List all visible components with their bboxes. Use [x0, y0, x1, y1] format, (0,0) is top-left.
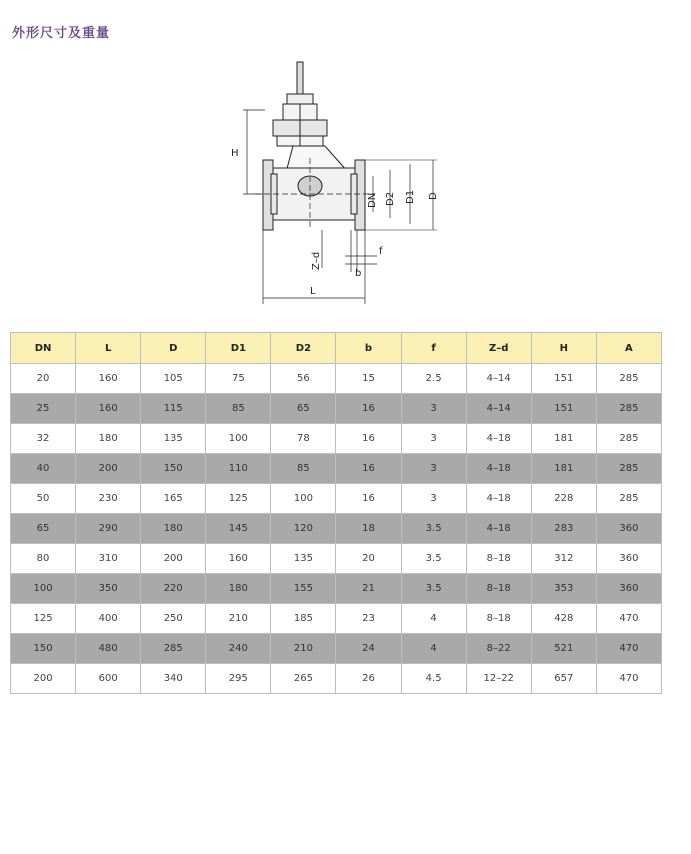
table-cell: 3 — [401, 424, 466, 454]
table-cell: 135 — [141, 424, 206, 454]
table-cell: 4–18 — [466, 484, 531, 514]
table-cell: 3 — [401, 454, 466, 484]
table-cell: 185 — [271, 604, 336, 634]
label-f: f — [379, 246, 383, 257]
table-cell: 150 — [11, 634, 76, 664]
table-cell: 18 — [336, 514, 401, 544]
table-row — [11, 574, 662, 604]
table-cell: 600 — [76, 664, 141, 694]
table-cell: 80 — [11, 544, 76, 574]
table-cell: 285 — [141, 634, 206, 664]
table-cell: 220 — [141, 574, 206, 604]
table-row — [11, 424, 662, 454]
table-cell: 181 — [531, 424, 596, 454]
table-cell: 16 — [336, 424, 401, 454]
table-cell: 4–18 — [466, 454, 531, 484]
table-cell: 340 — [141, 664, 206, 694]
table-cell: 3.5 — [401, 574, 466, 604]
col-header-D: D — [141, 333, 206, 364]
table-cell: 20 — [11, 364, 76, 394]
table-cell: 150 — [141, 454, 206, 484]
table-cell: 200 — [76, 454, 141, 484]
table-cell: 470 — [596, 634, 661, 664]
table-cell: 100 — [271, 484, 336, 514]
table-cell: 240 — [206, 634, 271, 664]
table-cell: 312 — [531, 544, 596, 574]
table-cell: 135 — [271, 544, 336, 574]
table-cell: 4–18 — [466, 514, 531, 544]
table-cell: 470 — [596, 664, 661, 694]
valve-yoke-top — [287, 94, 313, 104]
table-row — [11, 364, 662, 394]
table-cell: 56 — [271, 364, 336, 394]
table-cell: 470 — [596, 604, 661, 634]
table-cell: 151 — [531, 394, 596, 424]
table-cell: 3.5 — [401, 514, 466, 544]
table-cell: 285 — [596, 484, 661, 514]
table-row — [11, 454, 662, 484]
table-cell: 75 — [206, 364, 271, 394]
table-cell: 428 — [531, 604, 596, 634]
col-header-D2: D2 — [271, 333, 336, 364]
table-row — [11, 664, 662, 694]
table-cell: 290 — [76, 514, 141, 544]
table-row — [11, 484, 662, 514]
table-cell: 228 — [531, 484, 596, 514]
table-cell: 21 — [336, 574, 401, 604]
table-cell: 16 — [336, 484, 401, 514]
table-cell: 180 — [141, 514, 206, 544]
label-DN: DN — [367, 192, 378, 208]
table-cell: 8–18 — [466, 604, 531, 634]
table-body — [11, 364, 662, 694]
table-cell: 105 — [141, 364, 206, 394]
table-cell: 295 — [206, 664, 271, 694]
col-header-H: H — [531, 333, 596, 364]
table-cell: 151 — [531, 364, 596, 394]
table-cell: 110 — [206, 454, 271, 484]
table-cell: 155 — [271, 574, 336, 604]
table-cell: 2.5 — [401, 364, 466, 394]
table-cell: 285 — [596, 454, 661, 484]
table-cell: 65 — [11, 514, 76, 544]
col-header-L: L — [76, 333, 141, 364]
col-header-A: A — [596, 333, 661, 364]
table-cell: 65 — [271, 394, 336, 424]
table-cell: 120 — [271, 514, 336, 544]
table-cell: 25 — [11, 394, 76, 424]
table-cell: 360 — [596, 514, 661, 544]
table-cell: 8–22 — [466, 634, 531, 664]
table-cell: 310 — [76, 544, 141, 574]
table-cell: 283 — [531, 514, 596, 544]
table-cell: 265 — [271, 664, 336, 694]
col-header-Zd: Z–d — [466, 333, 531, 364]
table-cell: 181 — [531, 454, 596, 484]
table-cell: 400 — [76, 604, 141, 634]
table-cell: 100 — [206, 424, 271, 454]
page-title: 外形尺寸及重量 — [12, 26, 111, 41]
table-cell: 125 — [206, 484, 271, 514]
table-cell: 40 — [11, 454, 76, 484]
table-cell: 200 — [141, 544, 206, 574]
label-D2: D2 — [385, 191, 396, 206]
table-cell: 200 — [11, 664, 76, 694]
table-cell: 85 — [271, 454, 336, 484]
label-b: b — [355, 268, 362, 279]
table-cell: 16 — [336, 394, 401, 424]
table-cell: 125 — [11, 604, 76, 634]
table-cell: 4–14 — [466, 394, 531, 424]
table-cell: 3 — [401, 484, 466, 514]
table-row — [11, 544, 662, 574]
table-row — [11, 394, 662, 424]
table-cell: 8–18 — [466, 574, 531, 604]
table-cell: 285 — [596, 364, 661, 394]
table-cell: 230 — [76, 484, 141, 514]
table-cell: 4 — [401, 604, 466, 634]
label-L: L — [310, 286, 316, 297]
table-cell: 20 — [336, 544, 401, 574]
table-cell: 285 — [596, 424, 661, 454]
table-header-row — [11, 333, 662, 364]
table-row — [11, 604, 662, 634]
table-cell: 8–18 — [466, 544, 531, 574]
valve-drawing — [225, 58, 465, 308]
table-cell: 15 — [336, 364, 401, 394]
table-row — [11, 514, 662, 544]
col-header-f: f — [401, 333, 466, 364]
col-header-b: b — [336, 333, 401, 364]
table-cell: 360 — [596, 544, 661, 574]
label-H: H — [231, 148, 239, 159]
table-cell: 4 — [401, 634, 466, 664]
table-cell: 250 — [141, 604, 206, 634]
table-cell: 180 — [76, 424, 141, 454]
label-Zd: Z–d — [311, 251, 322, 270]
table-cell: 4–14 — [466, 364, 531, 394]
table-cell: 4.5 — [401, 664, 466, 694]
label-D1: D1 — [405, 189, 416, 204]
table-cell: 24 — [336, 634, 401, 664]
table-cell: 16 — [336, 454, 401, 484]
table-cell: 78 — [271, 424, 336, 454]
table-cell: 145 — [206, 514, 271, 544]
dimensions-table — [10, 332, 662, 694]
table-cell: 26 — [336, 664, 401, 694]
table-cell: 180 — [206, 574, 271, 604]
table-cell: 160 — [76, 394, 141, 424]
col-header-D1: D1 — [206, 333, 271, 364]
table-cell: 521 — [531, 634, 596, 664]
table-cell: 350 — [76, 574, 141, 604]
table-cell: 12–22 — [466, 664, 531, 694]
table-cell: 4–18 — [466, 424, 531, 454]
table-cell: 285 — [596, 394, 661, 424]
table-cell: 657 — [531, 664, 596, 694]
table-cell: 160 — [76, 364, 141, 394]
table-cell: 115 — [141, 394, 206, 424]
table-cell: 160 — [206, 544, 271, 574]
table-cell: 360 — [596, 574, 661, 604]
table-cell: 100 — [11, 574, 76, 604]
table-cell: 23 — [336, 604, 401, 634]
table-cell: 210 — [206, 604, 271, 634]
table-cell: 85 — [206, 394, 271, 424]
table-cell: 480 — [76, 634, 141, 664]
valve-stem — [297, 62, 303, 96]
table-cell: 210 — [271, 634, 336, 664]
table-cell: 353 — [531, 574, 596, 604]
table-cell: 165 — [141, 484, 206, 514]
table-cell: 3.5 — [401, 544, 466, 574]
col-header-DN: DN — [11, 333, 76, 364]
label-D: D — [428, 192, 439, 200]
table-cell: 32 — [11, 424, 76, 454]
table-cell: 50 — [11, 484, 76, 514]
table-cell: 3 — [401, 394, 466, 424]
table-row — [11, 634, 662, 664]
